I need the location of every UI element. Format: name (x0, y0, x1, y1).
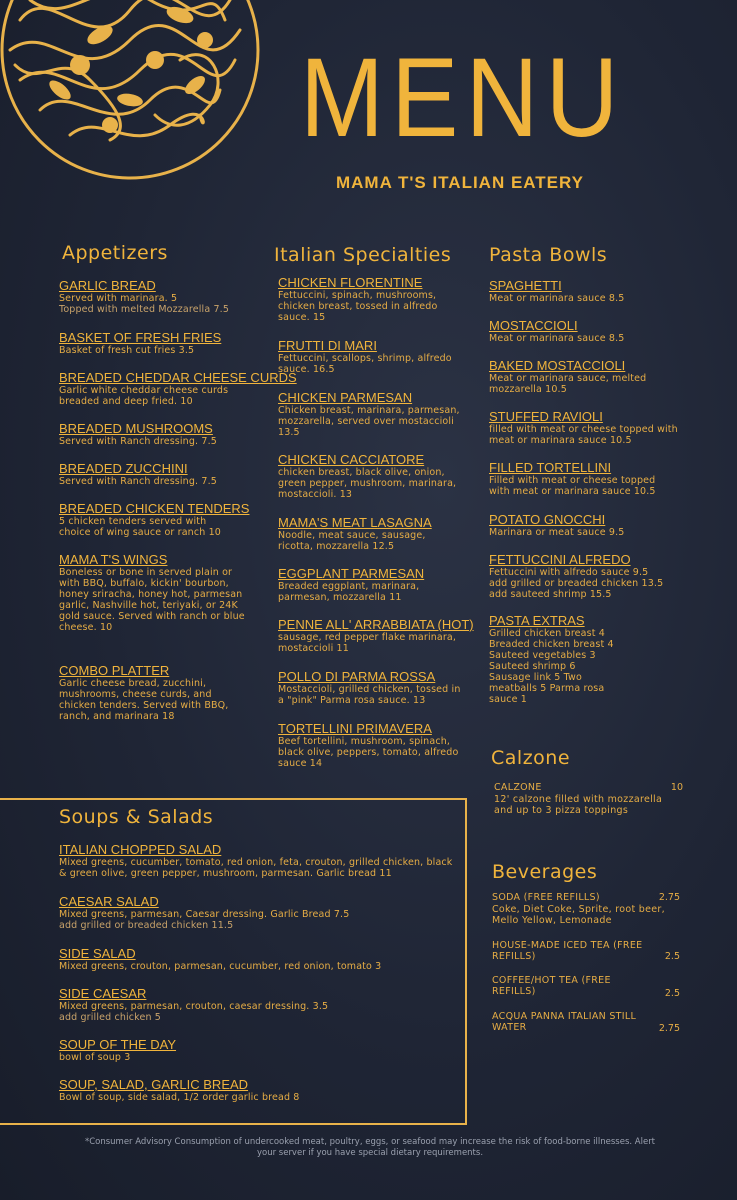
beverage-desc: Coke, Diet Coke, Sprite, root beer, Mello Yellow, Lemonade (492, 904, 665, 926)
menu-item (278, 276, 453, 323)
item-name: TORTELLINI PRIMAVERA (278, 721, 432, 736)
calzone-price: 10 (670, 782, 683, 793)
item-name: SOUP OF THE DAY (59, 1037, 177, 1052)
item-desc: filled with meat or cheese topped with meat or marinara sauce 10.5 (489, 424, 678, 446)
item-desc: Beef tortellini, mushroom, spinach, black olive, peppers, tomato, alfredo sauce 14 (278, 736, 459, 769)
item-desc: bowl of soup 3 (59, 1052, 131, 1063)
item-name: CAESAR SALAD (59, 894, 159, 909)
item-name: SPAGHETTI (489, 278, 562, 293)
menu-item (489, 553, 664, 600)
menu-item (489, 279, 679, 304)
item-desc: Mixed greens, parmesan, crouton, caesar dressing. 3.5 (59, 1001, 329, 1012)
beverage-name: COFFEE/HOT TEA (FREE REFILLS) (492, 975, 611, 997)
item-desc: Meat or marinara sauce, melted mozzarella 10.5 (489, 373, 647, 395)
section-title-pasta: Pasta Bowls (489, 244, 608, 266)
menu-item (59, 462, 259, 487)
item-extra: add grilled chicken 5 (59, 1012, 161, 1023)
menu-item (489, 359, 669, 395)
menu-item (489, 410, 679, 446)
item-desc: 5 chicken tenders served with choice of wing sauce or ranch 10 (59, 516, 221, 538)
menu-item (59, 843, 459, 879)
menu-item (59, 501, 250, 538)
section-title-specialties: Italian Specialties (274, 244, 452, 266)
item-name: CHICKEN CACCIATORE (278, 452, 425, 467)
item-name: PENNE ALL' ARRABBIATA (HOT) (278, 617, 474, 632)
item-name: CHICKEN PARMESAN (278, 390, 413, 405)
beverage-name: ACQUA PANNA ITALIAN STILL WATER (492, 1011, 637, 1033)
item-desc: chicken breast, black olive, onion, green pepper, mushroom, marinara, mostaccioli. 13 (278, 467, 457, 500)
menu-item (59, 1038, 459, 1063)
item-name: FILLED TORTELLINI (489, 460, 612, 475)
item-name: PASTA EXTRAS (489, 613, 585, 628)
menu-item (489, 461, 679, 497)
item-desc: Bowl of soup, side salad, 1/2 order garlic bread 8 (59, 1092, 300, 1103)
item-desc: Marinara or meat sauce 9.5 (489, 527, 625, 538)
item-desc: Filled with meat or cheese topped with meat or marinara sauce 10.5 (489, 475, 656, 497)
item-name: BREADED ZUCCHINI (59, 461, 188, 476)
item-name: FETTUCCINI ALFREDO (489, 552, 631, 567)
item-extra: Topped with melted Mozzarella 7.5 (59, 304, 230, 315)
item-name: POTATO GNOCCHI (489, 512, 606, 527)
menu-item (59, 664, 249, 722)
beverage-name: HOUSE-MADE ICED TEA (FREE REFILLS) (492, 940, 643, 962)
menu-item (59, 987, 459, 1023)
item-name: ITALIAN CHOPPED SALAD (59, 842, 222, 857)
calzone-desc: 12' calzone filled with mozzarella and up to 3 pizza toppings (494, 794, 663, 816)
item-desc: Meat or marinara sauce 8.5 (489, 333, 625, 344)
menu-item (278, 722, 468, 769)
item-desc: Garlic cheese bread, zucchini, mushrooms, cheese curds, and chicken tenders. Served with BBQ, ranch, and marinara 18 (59, 678, 229, 722)
menu-item (278, 670, 463, 706)
pasta-plate-logo (0, 0, 280, 210)
item-desc: sausage, red pepper flake marinara, mostaccioli 11 (278, 632, 457, 654)
item-desc: Served with Ranch dressing. 7.5 (59, 436, 217, 447)
beverage-price: 2.5 (664, 951, 680, 962)
restaurant-name: MAMA T'S ITALIAN EATERY (335, 173, 585, 192)
menu-item (59, 331, 259, 356)
menu-item (278, 453, 458, 500)
menu-item (278, 567, 443, 603)
item-name: BASKET OF FRESH FRIES (59, 330, 222, 345)
item-name: MAMA T'S WINGS (59, 552, 168, 567)
menu-item (59, 895, 459, 931)
menu-item (59, 553, 252, 633)
section-title-soups: Soups & Salads (59, 806, 214, 828)
item-name: FRUTTI DI MARI (278, 338, 377, 353)
item-desc: Boneless or bone in served plain or with BBQ, buffalo, kickin' bourbon, honey sriracha, honey hot, parmesan garlic, Nashville hot, teriyaki, or 24K gold sauce. Served with ranch or blue cheese. 10 (59, 567, 245, 633)
item-desc: Chicken breast, marinara, parmesan, mozzarella, served over mostaccioli 13.5 (278, 405, 460, 438)
beverage-price: 2.75 (658, 1023, 680, 1034)
item-name: STUFFED RAVIOLI (489, 409, 603, 424)
item-desc: Noodle, meat sauce, sausage, ricotta, mozzarella 12.5 (278, 530, 426, 552)
item-desc: Fettuccini, spinach, mushrooms, chicken breast, tossed in alfredo sauce. 15 (278, 290, 438, 323)
menu-item (489, 513, 679, 538)
menu-item (278, 516, 443, 552)
item-name: BREADED MUSHROOMS (59, 421, 213, 436)
item-desc: Fettuccini with alfredo sauce 9.5 add grilled or breaded chicken 13.5 add sauteed shrimp 15.5 (489, 567, 664, 600)
item-desc: Mixed greens, cucumber, tomato, red onion, feta, crouton, grilled chicken, black & green olive, green pepper, mushroom, parmesan. Garlic bread 11 (59, 857, 453, 879)
item-desc: Grilled chicken breast 4 Breaded chicken breast 4 Sauteed vegetables 3 Sauteed shrimp 6 Sausage link 5 Two meatballs 5 Parma rosa sauce 1 (489, 628, 614, 705)
item-name: BAKED MOSTACCIOLI (489, 358, 626, 373)
menu-item (59, 370, 297, 407)
beverage-name: SODA (FREE REFILLS) (492, 892, 600, 903)
section-title-appetizers: Appetizers (62, 242, 168, 264)
item-name: POLLO DI PARMA ROSSA (278, 669, 436, 684)
item-desc: Garlic white cheddar cheese curds breaded and deep fried. 10 (59, 385, 229, 407)
section-title-calzone: Calzone (491, 747, 571, 769)
beverage-price: 2.75 (658, 892, 680, 903)
item-desc: Basket of fresh cut fries 3.5 (59, 345, 195, 356)
menu-item (59, 947, 459, 972)
menu-item (278, 339, 463, 375)
item-desc: Fettuccini, scallops, shrimp, alfredo sauce. 16.5 (278, 353, 452, 375)
item-desc: Breaded eggplant, marinara, parmesan, mozzarella 11 (278, 581, 420, 603)
consumer-advisory: *Consumer Advisory Consumption of undercooked meat, poultry, eggs, or seafood may increase the risk of food-borne illnesses. Alert your server if you have special dietary requirements. (84, 1137, 656, 1158)
item-name: SIDE SALAD (59, 946, 136, 961)
item-name: BREADED CHICKEN TENDERS (59, 501, 250, 516)
menu-item (489, 614, 619, 705)
item-desc: Mixed greens, crouton, parmesan, cucumber, red onion, tomato 3 (59, 961, 382, 972)
item-name: GARLIC BREAD (59, 278, 156, 293)
item-desc: Served with marinara. 5 (59, 293, 178, 304)
item-name: EGGPLANT PARMESAN (278, 566, 425, 581)
item-name: SIDE CAESAR (59, 986, 147, 1001)
item-name: SOUP, SALAD, GARLIC BREAD (59, 1077, 249, 1092)
item-extra: add grilled or breaded chicken 11.5 (59, 920, 234, 931)
section-title-beverages: Beverages (492, 861, 598, 883)
item-name: MOSTACCIOLI (489, 318, 578, 333)
menu-item (278, 617, 474, 654)
menu-item (59, 1078, 459, 1103)
item-name: COMBO PLATTER (59, 663, 170, 678)
item-name: CHICKEN FLORENTINE (278, 275, 423, 290)
item-desc: Mixed greens, parmesan, Caesar dressing. Garlic Bread 7.5 (59, 909, 350, 920)
calzone-name: CALZONE (494, 782, 542, 793)
menu-item (278, 391, 468, 438)
menu-item (59, 279, 259, 315)
item-desc: Mostaccioli, grilled chicken, tossed in a "pink" Parma rosa sauce. 13 (278, 684, 461, 706)
beverage-price: 2.5 (664, 988, 680, 999)
item-name: BREADED CHEDDAR CHEESE CURDS (59, 370, 297, 385)
menu-item (59, 422, 259, 447)
menu-title: MENU (300, 35, 626, 160)
item-name: MAMA'S MEAT LASAGNA (278, 515, 432, 530)
menu-item (489, 319, 679, 344)
item-desc: Served with Ranch dressing. 7.5 (59, 476, 217, 487)
item-desc: Meat or marinara sauce 8.5 (489, 293, 625, 304)
